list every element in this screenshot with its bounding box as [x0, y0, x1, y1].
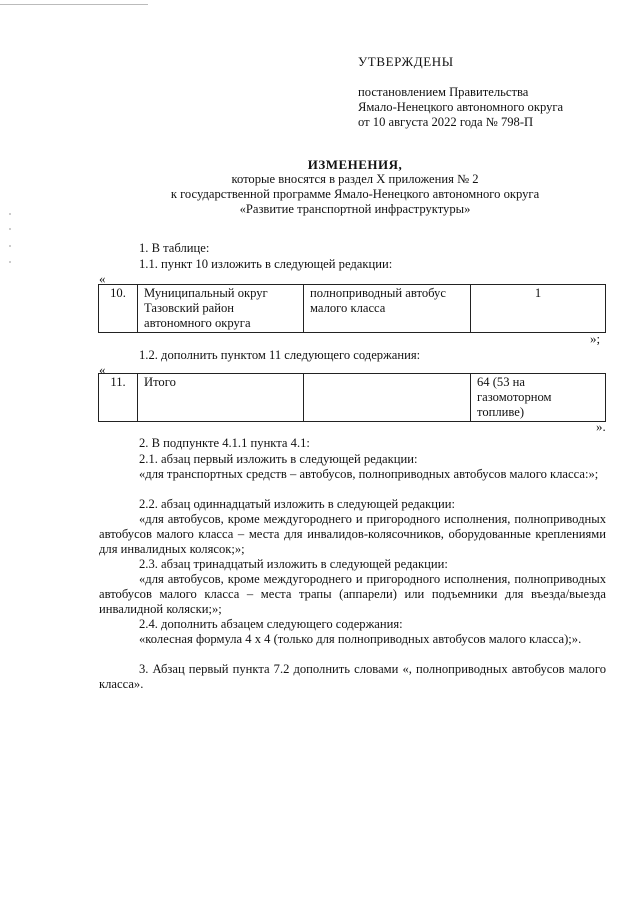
paragraph-text: «для автобусов, кроме междугороднего и пригородного исполнения, полноприводных автобусов малого класса – места трапы (аппарели) или подъемники для въезда/выезда инвалидной коляски;»; [99, 572, 606, 616]
item-2: 2. В подпункте 4.1.1 пункта 4.1: [139, 436, 310, 450]
quote-open: « [99, 271, 106, 286]
item-1: 1. В таблице: [139, 241, 210, 255]
approval-basis [358, 85, 563, 130]
item-2-3-text [99, 572, 606, 617]
item-2-1-text [99, 467, 606, 482]
quote-close: ». [596, 419, 606, 434]
item-3 [99, 662, 606, 692]
quote-open: « [99, 362, 106, 377]
amendment-table-1 [98, 284, 606, 333]
title-line: «Развитие транспортной инфраструктуры» [239, 202, 471, 216]
item-2-1: 2.1. абзац первый изложить в следующей редакции: [139, 452, 418, 466]
title-line: которые вносятся в раздел X приложения № 2 [231, 172, 479, 186]
item-2-4-text [99, 632, 606, 647]
item-2-2: 2.2. абзац одиннадцатый изложить в следующей редакции: [139, 497, 455, 511]
scan-mark [9, 213, 11, 215]
cell-line: Тазовский район [144, 301, 235, 315]
scan-mark [9, 261, 11, 263]
municipality-cell [138, 285, 304, 333]
approved-heading: УТВЕРЖДЕНЫ [358, 54, 454, 69]
scan-mark [9, 228, 11, 230]
total-label-cell: Итого [138, 374, 304, 422]
title-main: ИЗМЕНЕНИЯ, [307, 157, 403, 172]
approval-block [358, 54, 563, 130]
cell-line: автономного округа [144, 316, 251, 330]
title-line: к государственной программе Ямало-Ненецкого автономного округа [170, 187, 540, 201]
scan-mark [9, 245, 11, 247]
quote-close: »; [590, 331, 601, 346]
cell-line: 64 (53 на [477, 375, 526, 389]
basis-line: постановлением Правительства [358, 85, 529, 99]
vehicle-type-cell [304, 285, 471, 333]
table-row [99, 374, 606, 422]
amendment-table-2 [98, 373, 606, 422]
cell-line: полноприводный автобус [310, 286, 446, 300]
paragraph-text: «колесная формула 4 x 4 (только для полноприводных автобусов малого класса);». [139, 632, 582, 646]
row-number: 11. [99, 374, 138, 422]
item-1-2: 1.2. дополнить пунктом 11 следующего содержания: [139, 348, 421, 362]
item-1-1: 1.1. пункт 10 изложить в следующей редакции: [139, 257, 393, 271]
table-row [99, 285, 606, 333]
document-title [90, 157, 620, 217]
cell-line: топливе) [477, 405, 525, 419]
item-2-4: 2.4. дополнить абзацем следующего содержания: [139, 617, 403, 631]
basis-line: от 10 августа 2022 года № 798-П [358, 115, 534, 129]
top-rule [0, 4, 148, 5]
row-number: 10. [99, 285, 138, 333]
empty-cell [304, 374, 471, 422]
cell-line: Муниципальный округ [144, 286, 268, 300]
total-quantity-cell [471, 374, 606, 422]
item-2-2-text [99, 512, 606, 557]
basis-line: Ямало-Ненецкого автономного округа [358, 100, 564, 114]
cell-line: малого класса [310, 301, 386, 315]
item-2-3: 2.3. абзац тринадцатый изложить в следующей редакции: [139, 557, 448, 571]
paragraph-text: «для автобусов, кроме междугороднего и пригородного исполнения, полноприводных автобусов малого класса – места для инвалидов-колясочников, оборудованные креплениями для инвалидных колясок;»; [99, 512, 606, 556]
paragraph-text: «для транспортных средств – автобусов, полноприводных автобусов малого класса:»; [139, 467, 599, 481]
cell-line: газомоторном [477, 390, 552, 404]
quantity-cell: 1 [471, 285, 606, 333]
paragraph-text: 3. Абзац первый пункта 7.2 дополнить словами «, полноприводных автобусов малого класса». [99, 662, 606, 691]
